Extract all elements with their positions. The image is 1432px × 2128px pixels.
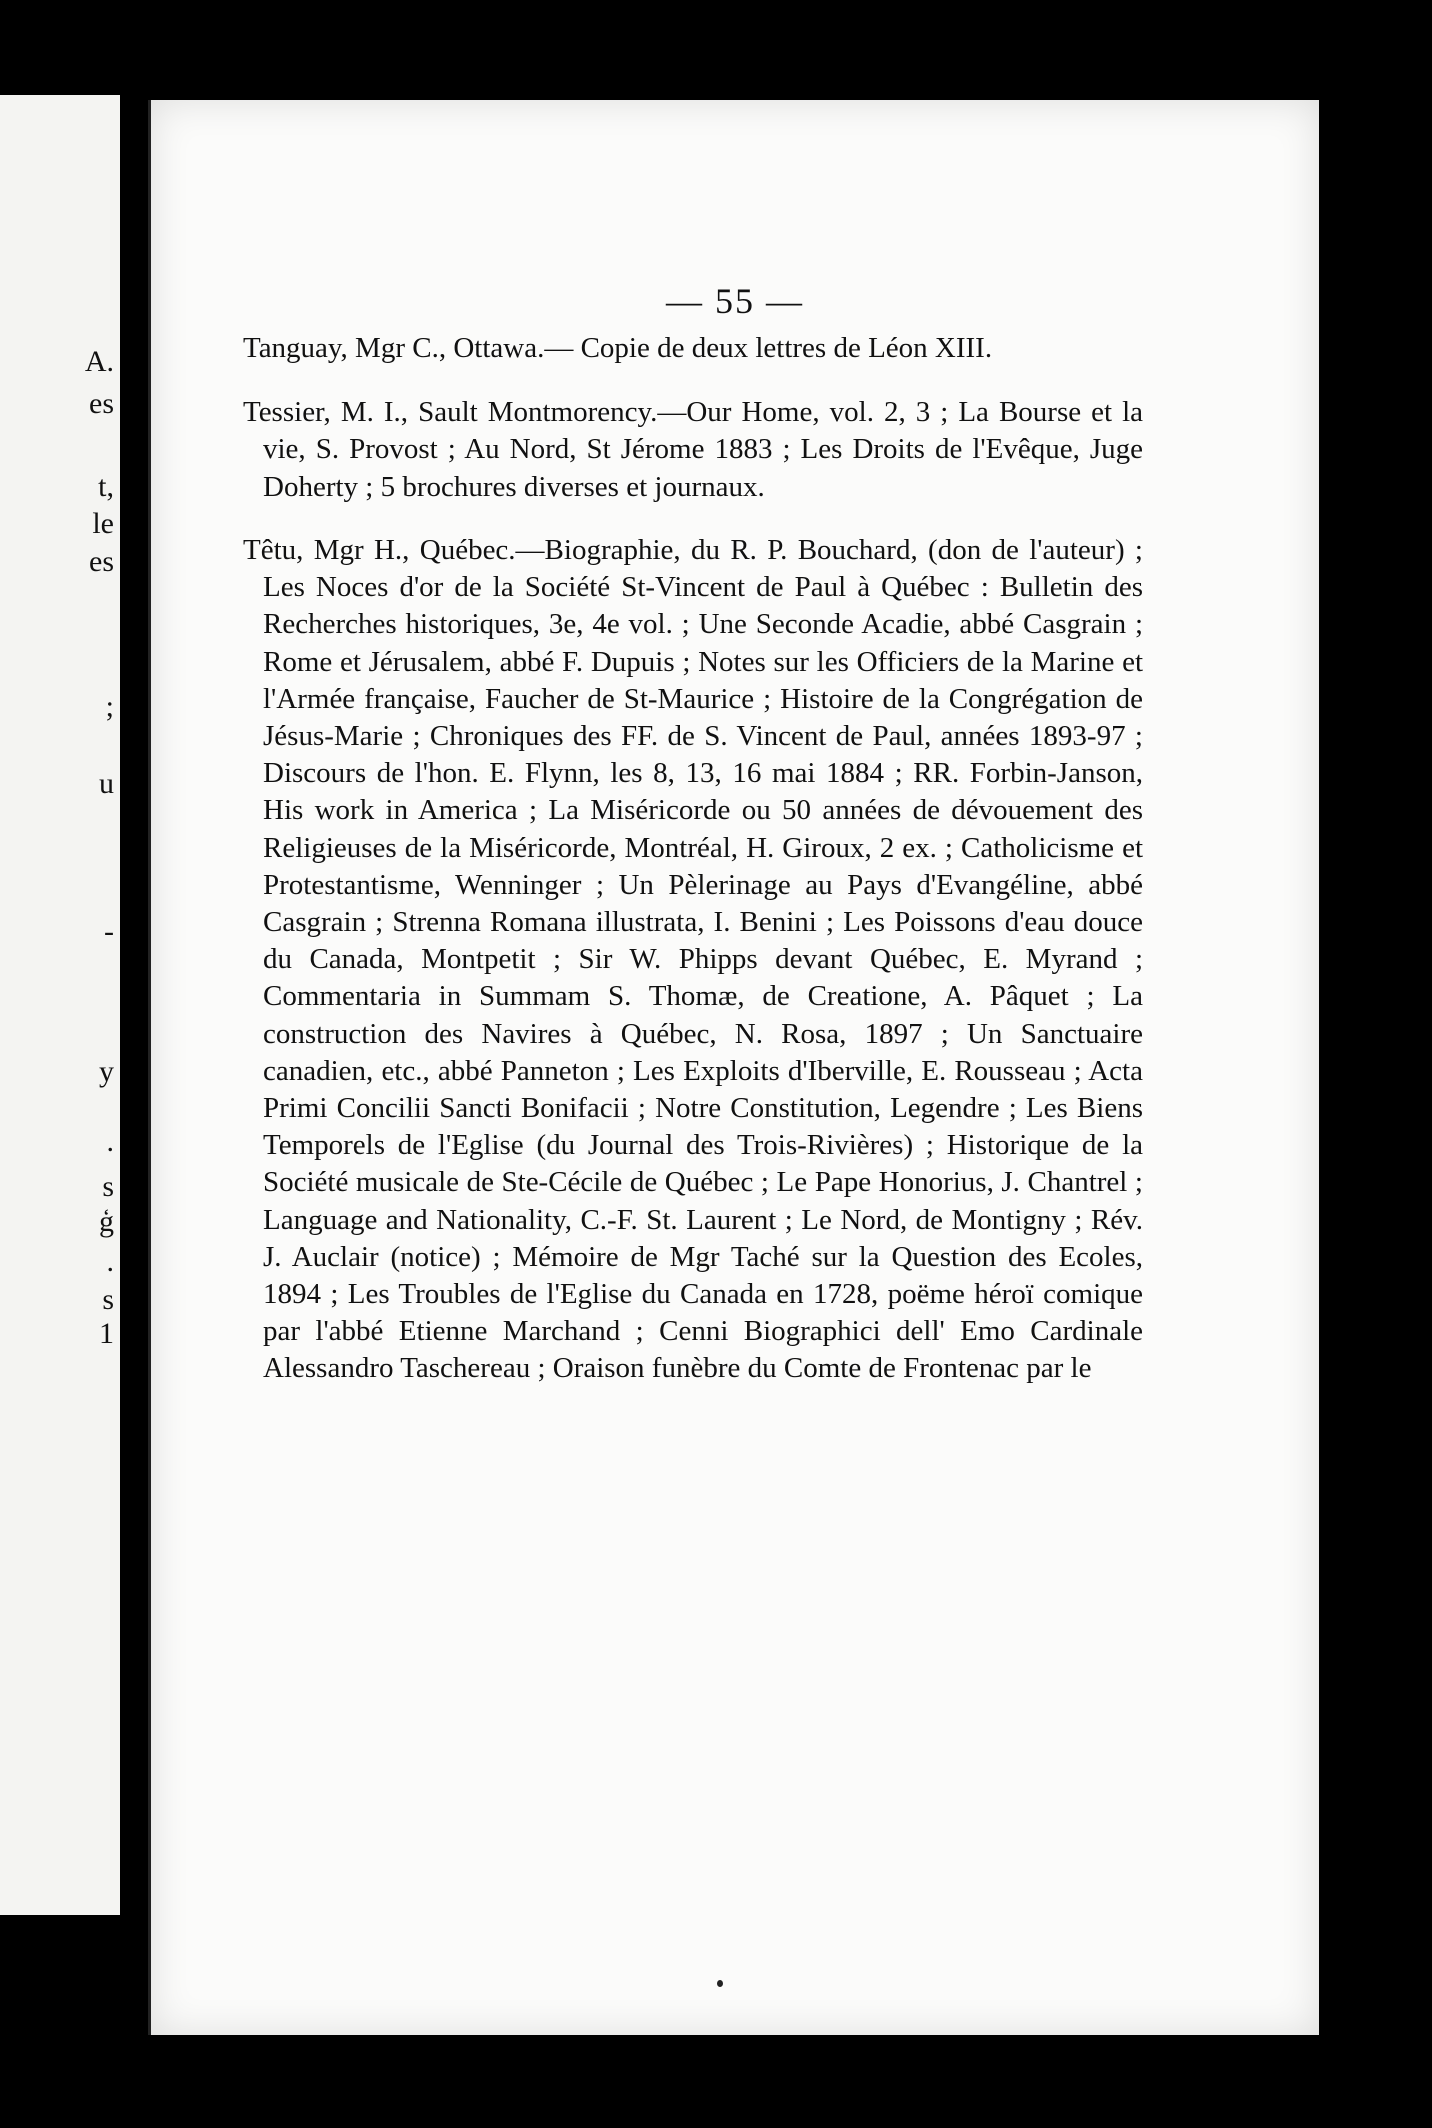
left-page-fragment: es [89,387,114,420]
left-page-fragment: s [102,1170,114,1203]
left-page-fragment: u [99,767,114,800]
bibliography-entry: Tanguay, Mgr C., Ottawa.— Copie de deux lettres de Léon XIII. [243,332,993,364]
bibliography-entry: Têtu, Mgr H., Québec.—Biographie, du R. P. Bouchard, (don de l'auteur) ; Les Noces d'or de la Société St-Vincent de Paul à Québec : Bulletin des Recherches historiques, 3e, 4e vol. ; Une Seconde Acadie, abbé Casgrain ; Rome et Jérusalem, abbé F. Dupuis ; Notes sur les Officiers de la Marine et l'Armée française, Faucher de St-Maurice ; Histoire de la Congrégation de Jésus-Marie ; Chroniques des FF. de S. Vincent de Paul, années 1893-97 ; Discours de l'hon. E. Flynn, les 8, 13, 16 mai 1884 ; RR. Forbin-Janson, His work in America ; La Miséricorde ou 50 années de dévouement des Religieuses de la Miséricorde, Montréal, H. Giroux, 2 ex. ; Catholicisme et Protestantisme, Wenninger ; Un Pèlerinage au Pays d'Evangéline, abbé Casgrain ; Strenna Romana illustrata, I. Benini ; Les Poissons d'eau douce du Canada, Montpetit ; Sir W. Phipps devant Québec, E. Myrand ; Commentaria in Summam S. Thomæ, de Creatione, A. Pâquet ; La construction des Navires à Québec, N. Rosa, 1897 ; Un Sanctuaire canadien, etc., abbé Panneton ; Les Exploits d'Iberville, E. Rousseau ; Acta Primi Concilii Sancti Bonifacii ; Notre Constitution, Legendre ; Les Biens Temporels de l'Eglise (du Journal des Trois-Rivières) ; Historique de la Société musicale de Ste-Cécile de Québec ; Le Pape Honorius, J. Chantrel ; Language and Nationality, C.-F. St. Laurent ; Le Nord, de Montigny ; Rév. J. Auclair (notice) ; Mémoire de Mgr Taché sur la Question des Ecoles, 1894 ; Les Troubles de l'Eglise du Canada en 1728, poëme héroï comique par l'abbé Etienne Marchand ; Cenni Biographici dell' Emo Cardinale Alessandro Taschereau ; Oraison funèbre du Comte de Frontenac par le [243,534,1143,1385]
bibliography-text [243,330,1143,1414]
left-page-fragment: A. [84,345,114,378]
left-page-fragment: . [106,1125,114,1158]
left-page-fragment: le [92,507,114,540]
page-number: — 55 — [666,281,804,321]
left-page-fragment: . [106,1245,114,1278]
document-page [148,100,1319,2035]
left-page-fragment: y [99,1055,114,1088]
left-page-fragment: es [89,545,114,578]
left-page-fragment: ģ [99,1205,114,1238]
bibliography-entry: Tessier, M. I., Sault Montmorency.—Our Home, vol. 2, 3 ; La Bourse et la vie, S. Provost ; Au Nord, St Jérome 1883 ; Les Droits de l'Evêque, Juge Doherty ; 5 brochures diverses et journaux. [243,395,1143,503]
left-page-fragment: t, [98,470,114,503]
ink-speck [717,1980,723,1987]
left-page-fragment: 1 [99,1317,114,1350]
left-page-fragment: s [102,1283,114,1316]
left-facing-page [0,95,120,1915]
left-page-fragment: ; [105,690,114,723]
left-page-fragment: - [104,915,114,948]
